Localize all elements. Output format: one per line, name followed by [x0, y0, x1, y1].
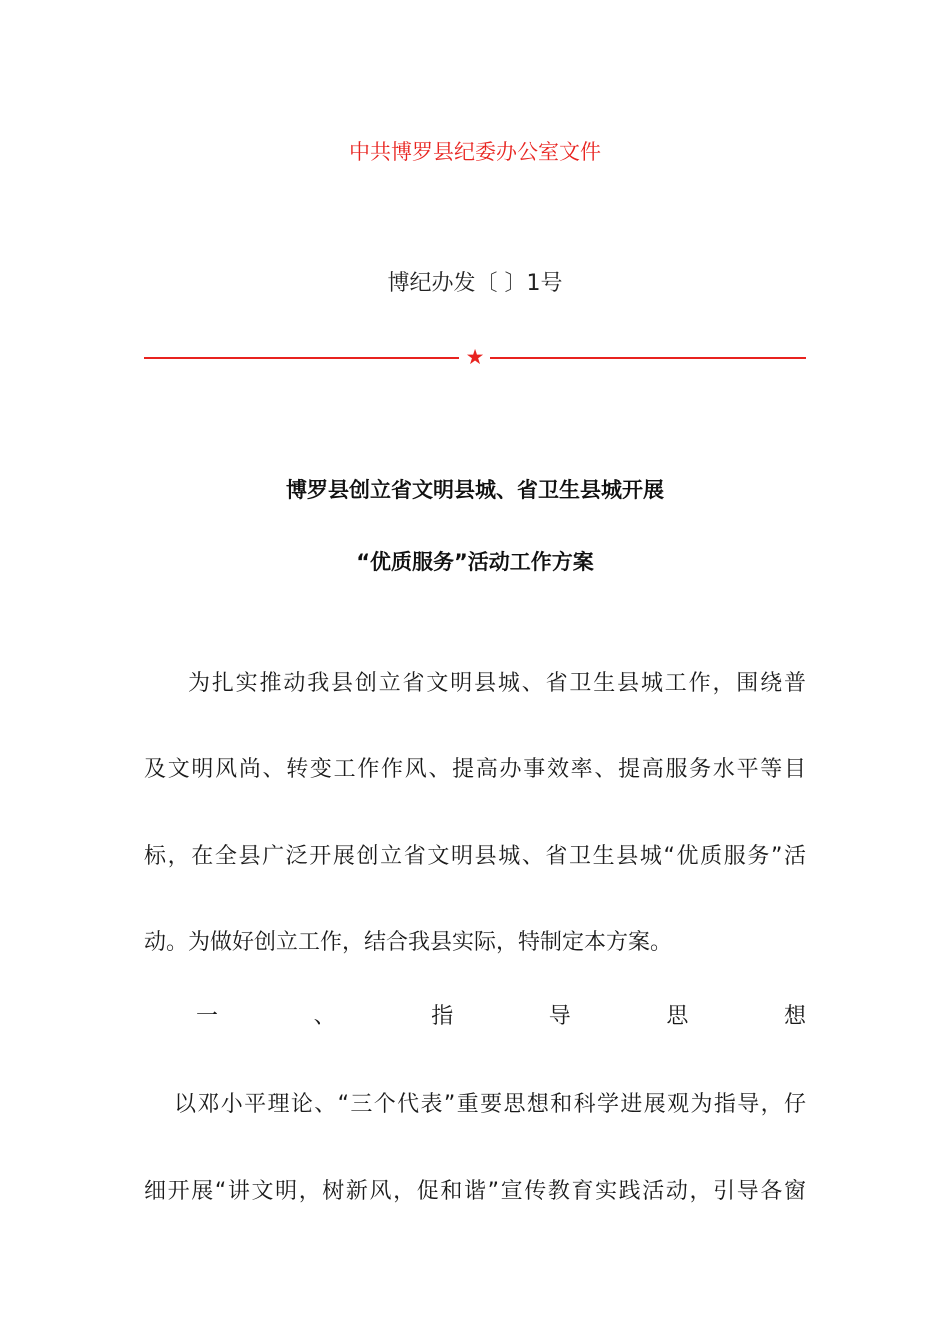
- document-title-line-2: “优质服务”活动工作方案: [356, 550, 594, 574]
- red-divider-right: [490, 357, 806, 359]
- section-heading-char: 一: [196, 1004, 219, 1029]
- section-heading-char: 思: [666, 1004, 689, 1029]
- document-org-header: 中共博罗县纪委办公室文件: [349, 140, 601, 164]
- section-heading-char: 指: [431, 1004, 454, 1029]
- paragraph-2-line-2: 细开展“讲文明，树新风，促和谐”宣传教育实践活动，引导各窗: [144, 1179, 806, 1204]
- section-heading-char: 、: [313, 1004, 336, 1029]
- star-icon: ★: [465, 345, 485, 369]
- document-title-line-1: 博罗县创立省文明县城、省卫生县城开展: [286, 478, 664, 502]
- paragraph-1-line-1: 为扎实推动我县创立省文明县城、省卫生县城工作，围绕普: [188, 671, 806, 696]
- section-heading-char: 导: [548, 1004, 571, 1029]
- red-divider-left: [144, 357, 459, 359]
- section-heading-guiding-ideology: [196, 1002, 806, 1032]
- paragraph-1-line-3: 标，在全县广泛开展创立省文明县城、省卫生县城“优质服务”活: [144, 844, 806, 869]
- document-number: 博纪办发〔 〕1号: [387, 271, 563, 296]
- paragraph-1-line-4: 动。为做好创立工作，结合我县实际，特制定本方案。: [144, 930, 673, 955]
- section-heading-char: 想: [783, 1004, 806, 1029]
- paragraph-2-line-1: 以邓小平理论、“三个代表”重要思想和科学进展观为指导，仔: [174, 1092, 806, 1117]
- paragraph-1-line-2: 及文明风尚、转变工作作风、提高办事效率、提高服务水平等目: [144, 757, 806, 782]
